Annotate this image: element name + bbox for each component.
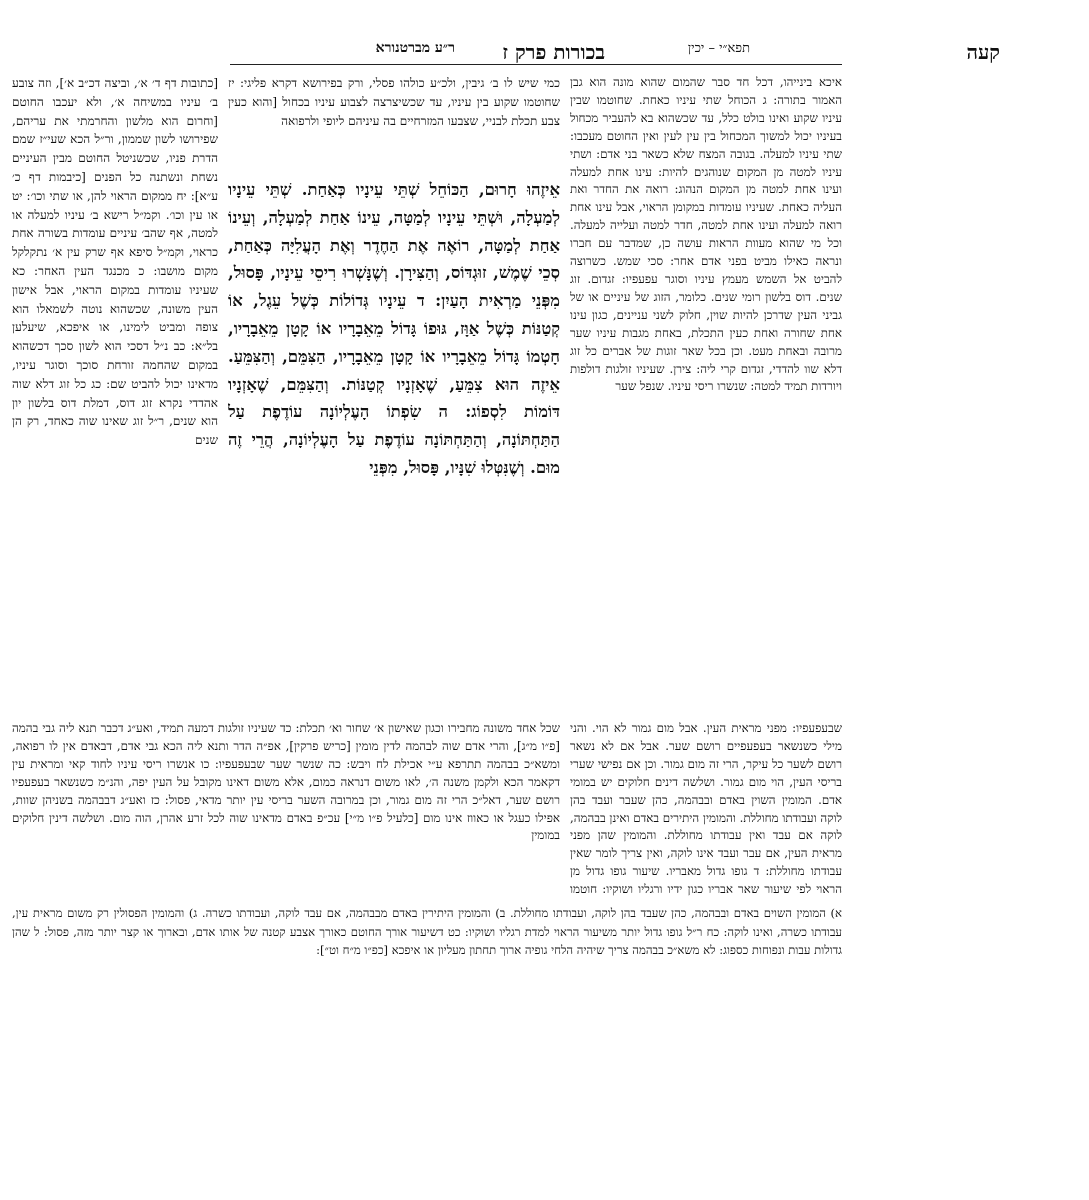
bartenura-commentary-top — [570, 74, 842, 716]
header-rule — [230, 64, 842, 65]
bartenura-text-top: איכא בינייהו, דכל חד סבר שהמום שהוא מונה הוא גבן האמור בתורה: ג הכוחל שתי עיניו כאחת. שחוטמו שבין עיניו שקוע ואינו בולט כלל, עד שכשהוא בא להעביר מכחול בעיניו יכול למשוך המכחול בין עין לעין ואין החוטם מעכבו: שתי עיניו למעלה. בגובה המצח שלא כשאר בני אדם: ושתי עיניו למטה מן המקום שנוהגים להיות: עינו אחת למעלה ועינו אחת למטה מן המקום הנהוג: רואה את החדר ואת העליה כאחת. שעיניו עומדות במקומן הראוי, אבל עינו אחת רואה למעלה ועינו אחת למטה, חדר למטה ועלייה למעלה. וכל מי שהוא מעוות הראות עושה כן, שמדבר עם חברו ונראה כאילו מביט בפני אדם אחר: סכי שמש. כשרוצה להביט אל השמש מעמץ עיניו וסוגר עפעפיו: זגדום. זוג שנים. דוס בלשון רומי שנים. כלומר, הזוג של עיניים או של גביני העין שדרכן להיות שוין, חלוק לשני עניינים, כגון עינו אחת שחורה ואחת כעין התכלת, באחת מגבות עיניו שער מרובה ובאחת מעט. וכן בכל שאר זוגות של אברים כל זוג דלא שוו להדדי, זגדום קרי ליה: צירן. שעיניו זולגות דולפות ויורדות תמיד למטה: שנשרו ריסי עיניו. שנפל שער — [570, 75, 842, 394]
running-head: ר״ע מברטנורא — [375, 40, 455, 56]
footnote-block — [12, 904, 842, 1024]
tiferet-commentary-side — [12, 74, 218, 716]
page-header — [250, 40, 1000, 64]
tractate-title: בכורות פרק ז — [502, 40, 605, 64]
tiferet-text-bottom: שכל אחד משונה מחבירו וכגון שאישון א׳ שחור וא׳ תכלת: כד שעיניו זולגות דמעה תמיד, ואע״ג דכבר תנא ליה גבי בהמה [פ״ו מ״ג], והרי אדם שוה לבהמה לדין מומין [כריש פרקין], אפ״ה הדר ותנא ליה הכא גבי אדם, דבאדם אין לו רפואה, ומשא״כ בבהמה תתרפא ע״י אכילת לח ויבש: כה שנשר שער שבעפעפיו: כו אנשרו ריסי עיניו לחוד קאי ומראית עין דקאמר הכא ולקמן משנה ה׳, לאו משום דנראה כמום, אלא משום דאינו מקובל על העין יפה, והנ״מ כשנשאר בעפעפיו רושם שער, דאל״כ הרי זה מום גמור, וכן במרובה השער בריסי עין יותר מדאי, פסול: כז ואע״ג דבבהמה בשניהן שוות, אפילו כעגל או כאווז אינו מום [כלעיל פ״ו מ״י] עכ״פ באדם מדאינו שוה לכל זרע אהרן, הוה מום. ושלשה דינין חלוקים במומין — [12, 721, 560, 843]
tiferet-text-side: [כתובות דף ד׳ א׳, וביצה דכ״ב א׳], וזה צובע ב׳ עיניו במשיחה א׳, ולא יעכבו החוטם [וחרום הוא מלשון והחרמתי את עריהם, שפירושו לשון שממון, ור״ל הכא שעי״ז שמם הדרת פניו, שכשניטל החוטם מבין העיניים נשחת ונשתנה כל הפנים [כיבמות דף כ׳ ע״א]: יח ממקום הראוי להן, או שתי וכו׳: יט או עין וכו׳. וקמ״ל רישא ב׳ עיניו למעלה או למטה, אף שהב׳ עיניים עומדות בשורה אחת כראוי, וקמ״ל סיפא אף שרק עין א׳ נתקלקל מקום מושבו: כ מכנגד העין האחר: כא שעיניו עומדות במקום הראוי, אבל אישון העין משונה, שכשהוא נוטה לשמאלו הוא צופה ומביט לימינו, או איפכא, שיעלען בל״א: כב נ״ל דסכי הוא לשון סכך דכשהוא במקום שהחמה זורחת סוכך וסוגר עיניו, מדאינו יכול להביט שם: כג כל זוג דלא שוה אהדדי נקרא זוג דוס, דמלת דוס בלשון יון הוא שנים, ר״ל זוג שאינו שוה כאחד, רק הן שנים — [12, 76, 218, 448]
range-label: תפא״י – יכין — [687, 41, 750, 56]
tiferet-text-top: כמי שיש לו ב׳ גיבין, ולכ״ע כולהו פסלי, ורק בפירושא דקרא פליגי: יז שחוטמו שקוע בין עיניו, עד שכשיצרצה לצבוע עיניו בכחול [והוא כעין צבע תכלת לבניי, שצבעו המזרחיים בה עיניהם ליופי ולרפואה — [228, 76, 560, 128]
tiferet-commentary-top — [228, 74, 560, 168]
mishnah-text-block — [228, 176, 560, 716]
footnote-text: א) המומין השוים באדם ובבהמה, כהן שעבד בהן לוקה, ועבודתו מחוללת. ב) והמומין היתירין באדם מבבהמה, אם עבד לוקה, ועבודתו כשרה. ג) והמומין הפסולין רק משום מראית עין, עבודתו כשרה, ואינו לוקה: כח ר״ל גופו גדול יותר משיעור הראוי למדת רגליו ושוקיו: כט דשיעור אורך החוטם כאורך אצבע קטנה של אותו אדם, ובארוך או קצר יותר מזה, פסול: ל שהן גדולות עבות ונפוחות כספוג: לא משא״כ בבהמה צריך שיהיה הלחי גופיה ארוך תחתון מעליון או איפכא [כפ״ו מ״ח וט״]: — [12, 906, 842, 957]
bartenura-text-bottom: שבעפעפיו: מפני מראית העין. אבל מום גמור לא הוי. והני מילי כשנשאר בעפעפיים רושם שער. אבל אם לא נשאר רושם לשער כל עיקר, הרי זה מום גמור. וכן אם נפישי שערי בריסי העין, הוי מום גמור. ושלשה דינים חלוקים יש במומי אדם. המומין השוין באדם ובבהמה, כהן שעבר ועבד בהן לוקה ועבודתו מחוללת. והמומין היתירים באדם ואינן בבהמה, לוקה אם עבד ואין עבודתו מחוללת. והמומין שהן מפני מראית העין, אם עבר ועבד אינו לוקה, ואין צריך לומר שאין עבודתו מחוללת: ד גופו גדול מאבריו. שיעור גופו גדול מן הראוי לפי שיעור שאר אבריו כגון ידיו ורגליו ושוקיו: חוטמו — [570, 721, 842, 896]
tiferet-commentary-bottom — [12, 720, 560, 896]
mishnah-text: אֵיזֶהוּ חָרוּם, הַכּוֹחֵל שְׁתֵּי עֵינָיו כְּאַחַת. שְׁתֵּי עֵינָיו לְמַעְלָה, וּשְׁתֵּי עֵינָיו לְמַטָּה, עֵינוֹ אַחַת לְמַעְלָה, וְעֵינוֹ אַחַת לְמַטָּה, רוֹאֶה אֶת הַחֶדֶר וְאֶת הָעֲלִיָּה כְּאַחַת, סְכֵי שֶׁמֶשׁ, זוּגְדּוֹס, וְהַצִּירָן. וְשֶׁנָּשְׁרוּ רִיסֵי עֵינָיו, פָּסוּל, מִפְּנֵי מַרְאִית הָעַיִן: ד עֵינָיו גְּדוֹלוֹת כְּשֶׁל עֵגֶל, אוֹ קְטַנּוֹת כְּשֶׁל אַוָּז, גּוּפוֹ גָּדוֹל מֵאֵבָרָיו אוֹ קָטָן מֵאֵבָרָיו, חָטְמוֹ גָּדוֹל מֵאֵבָרָיו אוֹ קָטָן מֵאֵבָרָיו, הַצִּמֵּם, וְהַצִּמֵּעַ. אֵיזֶה הוּא צִמֵּעַ, שֶׁאָזְנָיו קְטַנּוֹת. וְהַצִּמֵּם, שֶׁאָזְנָיו דּוֹמוֹת לִסְפוֹג: ה שִׂפְתוֹ הָעֶלְיוֹנָה עוֹדֶפֶת עַל הַתַּחְתּוֹנָה, וְהַתַּחְתּוֹנָה עוֹדֶפֶת עַל הָעֶלְיוֹנָה, הֲרֵי זֶה מוּם. וְשֶׁנִּטְּלוּ שִׁנָּיו, פָּסוּל, מִפְּנֵי — [228, 180, 560, 477]
page-number: קעה — [966, 40, 1000, 64]
bartenura-commentary-bottom — [570, 720, 842, 896]
